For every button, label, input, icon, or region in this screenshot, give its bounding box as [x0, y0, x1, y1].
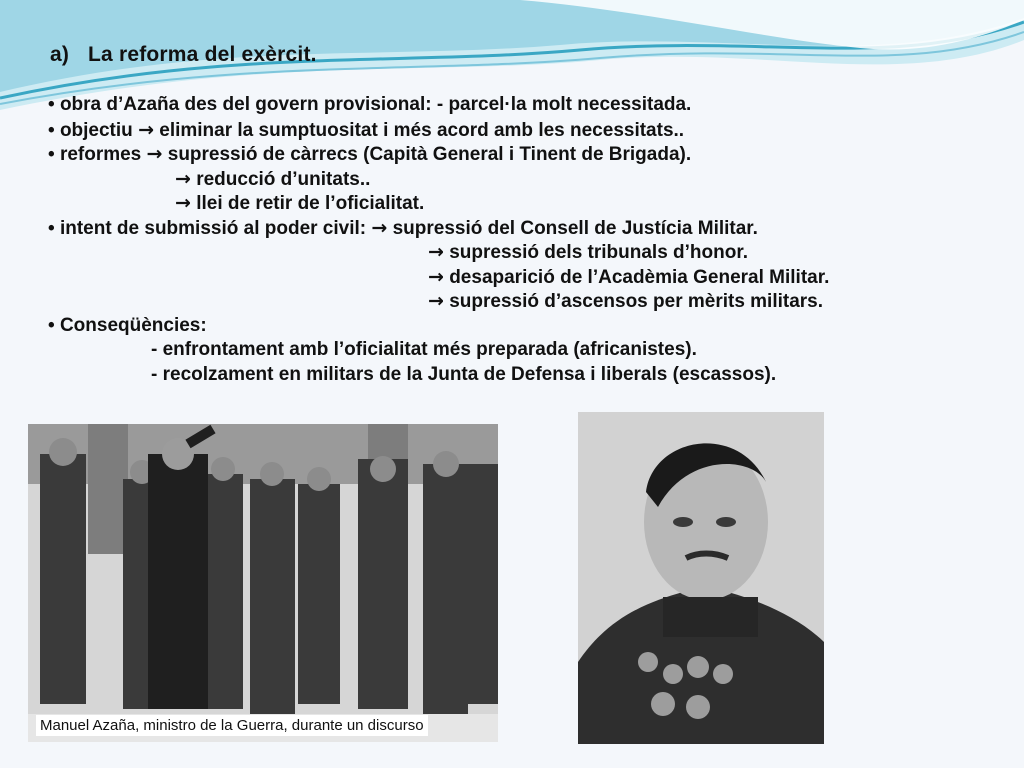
photo-military-portrait-image	[578, 412, 824, 744]
heading-number: a)	[50, 43, 70, 66]
arrow-icon: →	[175, 167, 191, 190]
list-item-text: obra d’Azaña des del govern provisional: - parcel·la molt necessitada.	[59, 94, 692, 115]
arrow-icon: →	[371, 216, 388, 239]
list-item-text: reformes	[59, 144, 147, 165]
list-item	[48, 142, 829, 167]
list-item	[48, 338, 829, 363]
arrow-icon: →	[175, 192, 191, 214]
bullet: •	[48, 144, 55, 165]
list-item-text: reducció d’unitats..	[190, 168, 371, 190]
list-item-text: - recolzament en militars de la Junta de Defensa i liberals (escassos).	[151, 363, 777, 385]
bullet: •	[48, 217, 55, 239]
bullet: •	[48, 314, 55, 336]
bullet-list	[48, 93, 829, 387]
arrow-icon: →	[428, 290, 444, 312]
list-item-text: supressió dels tribunals d’honor.	[443, 242, 748, 263]
list-item	[48, 265, 829, 290]
heading-text: La reforma del exèrcit.	[88, 43, 317, 66]
list-item-text: intent de submissió al poder civil:	[59, 217, 372, 239]
arrow-icon: →	[146, 143, 163, 165]
list-item-text: desaparició de l’Acadèmia General Militar.	[443, 266, 830, 288]
list-item	[48, 216, 829, 241]
slide-heading	[50, 43, 317, 67]
list-item-text: llei de retir de l’oficialitat.	[190, 193, 425, 214]
list-item	[48, 167, 829, 192]
list-item	[48, 314, 829, 339]
list-item-text: supressió d’ascensos per mèrits militars.	[443, 291, 824, 312]
list-item-text: objectiu	[59, 119, 139, 141]
list-item	[48, 93, 829, 118]
bullet: •	[48, 119, 55, 141]
list-item	[48, 118, 829, 143]
arrow-icon: →	[138, 118, 154, 141]
list-item	[48, 191, 829, 216]
photo-azana-speech-image	[28, 424, 498, 742]
bullet: •	[48, 94, 55, 115]
photo-caption: Manuel Azaña, ministro de la Guerra, durante un discurso	[36, 715, 428, 736]
list-item	[48, 240, 829, 265]
photo-azana-speech	[28, 424, 498, 742]
list-item-text: eliminar la sumptuositat i més acord amb les necessitats..	[153, 119, 685, 141]
list-item-text: supressió del Consell de Justícia Militar.	[387, 217, 758, 239]
list-item	[48, 363, 829, 388]
arrow-icon: →	[428, 241, 444, 263]
photo-military-portrait	[578, 412, 824, 744]
arrow-icon: →	[428, 265, 444, 288]
list-item	[48, 289, 829, 314]
list-item-text: supressió de càrrecs (Capità General i Tinent de Brigada).	[162, 144, 692, 165]
list-item-text: - enfrontament amb l’oficialitat més preparada (africanistes).	[151, 339, 697, 360]
list-item-text: Conseqüències:	[59, 314, 207, 336]
